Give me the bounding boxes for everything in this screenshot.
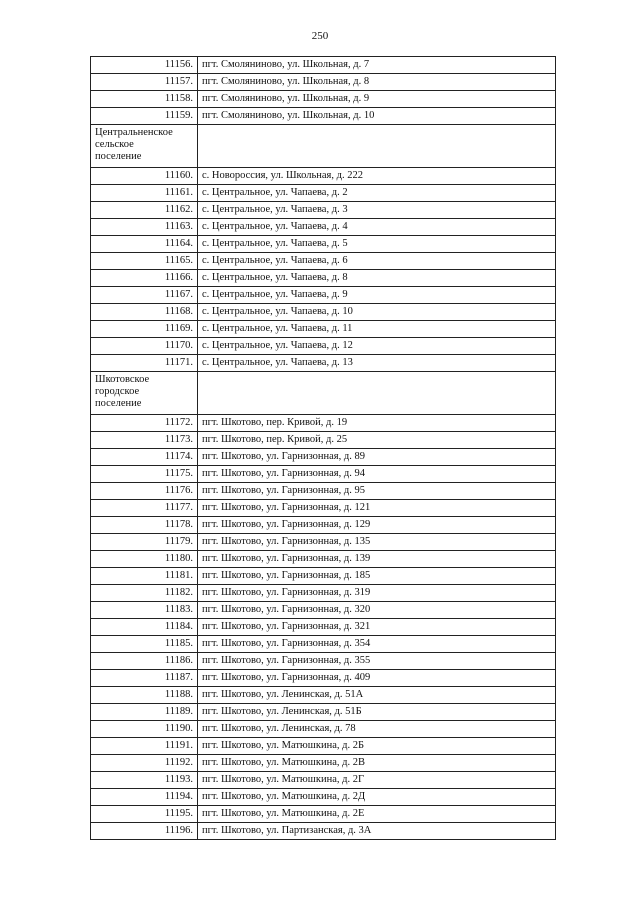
address-cell: с. Центральное, ул. Чапаева, д. 6 — [198, 253, 556, 270]
row-number-cell: 11187. — [91, 670, 198, 687]
table-row — [91, 185, 556, 202]
row-number-cell: 11179. — [91, 534, 198, 551]
row-number-cell: 11172. — [91, 415, 198, 432]
row-number-cell: 11190. — [91, 721, 198, 738]
table-row — [91, 270, 556, 287]
row-number-cell: 11166. — [91, 270, 198, 287]
row-number-cell: 11167. — [91, 287, 198, 304]
row-number-cell: 11176. — [91, 483, 198, 500]
row-number-cell: 11162. — [91, 202, 198, 219]
address-cell: пгт. Смоляниново, ул. Школьная, д. 7 — [198, 57, 556, 74]
address-cell: пгт. Шкотово, ул. Гарнизонная, д. 139 — [198, 551, 556, 568]
address-cell: с. Центральное, ул. Чапаева, д. 8 — [198, 270, 556, 287]
table-row — [91, 287, 556, 304]
row-number-cell: 11189. — [91, 704, 198, 721]
section-name-line: сельское — [95, 139, 134, 150]
address-cell: с. Центральное, ул. Чапаева, д. 11 — [198, 321, 556, 338]
address-cell: пгт. Шкотово, ул. Ленинская, д. 51Б — [198, 704, 556, 721]
section-header-row — [91, 372, 556, 415]
row-number-cell: 11171. — [91, 355, 198, 372]
row-number-cell: 11164. — [91, 236, 198, 253]
table-row — [91, 653, 556, 670]
address-cell: с. Новороссия, ул. Школьная, д. 222 — [198, 168, 556, 185]
table-row — [91, 500, 556, 517]
address-cell: с. Центральное, ул. Чапаева, д. 12 — [198, 338, 556, 355]
address-cell: пгт. Смоляниново, ул. Школьная, д. 8 — [198, 74, 556, 91]
row-number-cell: 11194. — [91, 789, 198, 806]
row-number-cell: 11196. — [91, 823, 198, 840]
table-row — [91, 57, 556, 74]
row-number-cell: 11157. — [91, 74, 198, 91]
table-row — [91, 721, 556, 738]
row-number-cell: 11163. — [91, 219, 198, 236]
address-cell: пгт. Шкотово, ул. Ленинская, д. 51А — [198, 687, 556, 704]
address-cell: пгт. Шкотово, пер. Кривой, д. 19 — [198, 415, 556, 432]
table-row — [91, 534, 556, 551]
row-number-cell: 11160. — [91, 168, 198, 185]
address-cell: пгт. Шкотово, пер. Кривой, д. 25 — [198, 432, 556, 449]
address-cell: пгт. Шкотово, ул. Ленинская, д. 78 — [198, 721, 556, 738]
section-name-cell — [91, 125, 198, 168]
section-header-row — [91, 125, 556, 168]
address-cell: пгт. Шкотово, ул. Матюшкина, д. 2В — [198, 755, 556, 772]
row-number-cell: 11182. — [91, 585, 198, 602]
row-number-cell: 11186. — [91, 653, 198, 670]
address-cell: пгт. Шкотово, ул. Партизанская, д. 3А — [198, 823, 556, 840]
table-row — [91, 806, 556, 823]
table-row — [91, 670, 556, 687]
row-number-cell: 11170. — [91, 338, 198, 355]
row-number-cell: 11191. — [91, 738, 198, 755]
address-cell: пгт. Смоляниново, ул. Школьная, д. 10 — [198, 108, 556, 125]
table-row — [91, 74, 556, 91]
table-row — [91, 551, 556, 568]
table-row — [91, 168, 556, 185]
row-number-cell: 11159. — [91, 108, 198, 125]
section-name-cell — [91, 372, 198, 415]
address-cell: с. Центральное, ул. Чапаева, д. 3 — [198, 202, 556, 219]
row-number-cell: 11195. — [91, 806, 198, 823]
table-row — [91, 466, 556, 483]
address-cell: пгт. Шкотово, ул. Гарнизонная, д. 89 — [198, 449, 556, 466]
row-number-cell: 11178. — [91, 517, 198, 534]
address-cell: с. Центральное, ул. Чапаева, д. 13 — [198, 355, 556, 372]
row-number-cell: 11165. — [91, 253, 198, 270]
row-number-cell: 11192. — [91, 755, 198, 772]
address-cell: пгт. Шкотово, ул. Матюшкина, д. 2Б — [198, 738, 556, 755]
row-number-cell: 11183. — [91, 602, 198, 619]
address-cell: пгт. Шкотово, ул. Гарнизонная, д. 355 — [198, 653, 556, 670]
table-row — [91, 772, 556, 789]
row-number-cell: 11174. — [91, 449, 198, 466]
address-cell: пгт. Шкотово, ул. Матюшкина, д. 2Е — [198, 806, 556, 823]
row-number-cell: 11181. — [91, 568, 198, 585]
table-row — [91, 738, 556, 755]
row-number-cell: 11188. — [91, 687, 198, 704]
address-table — [90, 56, 556, 840]
address-cell: пгт. Шкотово, ул. Гарнизонная, д. 94 — [198, 466, 556, 483]
table-row — [91, 253, 556, 270]
table-row — [91, 619, 556, 636]
row-number-cell: 11193. — [91, 772, 198, 789]
table-row — [91, 236, 556, 253]
table-row — [91, 449, 556, 466]
table-row — [91, 91, 556, 108]
row-number-cell: 11177. — [91, 500, 198, 517]
table-row — [91, 789, 556, 806]
address-cell: с. Центральное, ул. Чапаева, д. 10 — [198, 304, 556, 321]
table-row — [91, 415, 556, 432]
table-row — [91, 602, 556, 619]
table-row — [91, 483, 556, 500]
table-row — [91, 338, 556, 355]
address-cell: пгт. Смоляниново, ул. Школьная, д. 9 — [198, 91, 556, 108]
address-cell: пгт. Шкотово, ул. Гарнизонная, д. 320 — [198, 602, 556, 619]
table-row — [91, 108, 556, 125]
row-number-cell: 11185. — [91, 636, 198, 653]
empty-cell — [198, 125, 556, 168]
address-cell: пгт. Шкотово, ул. Гарнизонная, д. 129 — [198, 517, 556, 534]
row-number-cell: 11156. — [91, 57, 198, 74]
empty-cell — [198, 372, 556, 415]
row-number-cell: 11180. — [91, 551, 198, 568]
row-number-cell: 11168. — [91, 304, 198, 321]
address-cell: пгт. Шкотово, ул. Гарнизонная, д. 121 — [198, 500, 556, 517]
section-name-line: поселение — [95, 398, 142, 409]
address-cell: пгт. Шкотово, ул. Гарнизонная, д. 95 — [198, 483, 556, 500]
table-row — [91, 219, 556, 236]
row-number-cell: 11169. — [91, 321, 198, 338]
section-name-line: городское — [95, 386, 140, 397]
table-row — [91, 304, 556, 321]
address-cell: пгт. Шкотово, ул. Гарнизонная, д. 354 — [198, 636, 556, 653]
table-row — [91, 321, 556, 338]
table-row — [91, 585, 556, 602]
table-row — [91, 687, 556, 704]
table-row — [91, 432, 556, 449]
address-cell: пгт. Шкотово, ул. Гарнизонная, д. 185 — [198, 568, 556, 585]
row-number-cell: 11175. — [91, 466, 198, 483]
table-row — [91, 517, 556, 534]
address-cell: пгт. Шкотово, ул. Гарнизонная, д. 409 — [198, 670, 556, 687]
address-cell: пгт. Шкотово, ул. Гарнизонная, д. 319 — [198, 585, 556, 602]
row-number-cell: 11173. — [91, 432, 198, 449]
table-row — [91, 636, 556, 653]
address-cell: пгт. Шкотово, ул. Матюшкина, д. 2Г — [198, 772, 556, 789]
section-name-line: поселение — [95, 151, 142, 162]
section-name-line: Центральненское — [95, 127, 173, 138]
row-number-cell: 11158. — [91, 91, 198, 108]
table-row — [91, 755, 556, 772]
address-cell: пгт. Шкотово, ул. Гарнизонная, д. 135 — [198, 534, 556, 551]
page-number: 250 — [311, 30, 329, 42]
address-cell: с. Центральное, ул. Чапаева, д. 2 — [198, 185, 556, 202]
address-cell: с. Центральное, ул. Чапаева, д. 4 — [198, 219, 556, 236]
row-number-cell: 11184. — [91, 619, 198, 636]
address-table-body — [91, 57, 556, 840]
table-row — [91, 704, 556, 721]
address-cell: пгт. Шкотово, ул. Матюшкина, д. 2Д — [198, 789, 556, 806]
table-row — [91, 202, 556, 219]
section-name-line: Шкотовское — [95, 374, 150, 385]
address-cell: пгт. Шкотово, ул. Гарнизонная, д. 321 — [198, 619, 556, 636]
table-row — [91, 568, 556, 585]
table-row — [91, 355, 556, 372]
address-cell: с. Центральное, ул. Чапаева, д. 5 — [198, 236, 556, 253]
row-number-cell: 11161. — [91, 185, 198, 202]
table-row — [91, 823, 556, 840]
address-cell: с. Центральное, ул. Чапаева, д. 9 — [198, 287, 556, 304]
